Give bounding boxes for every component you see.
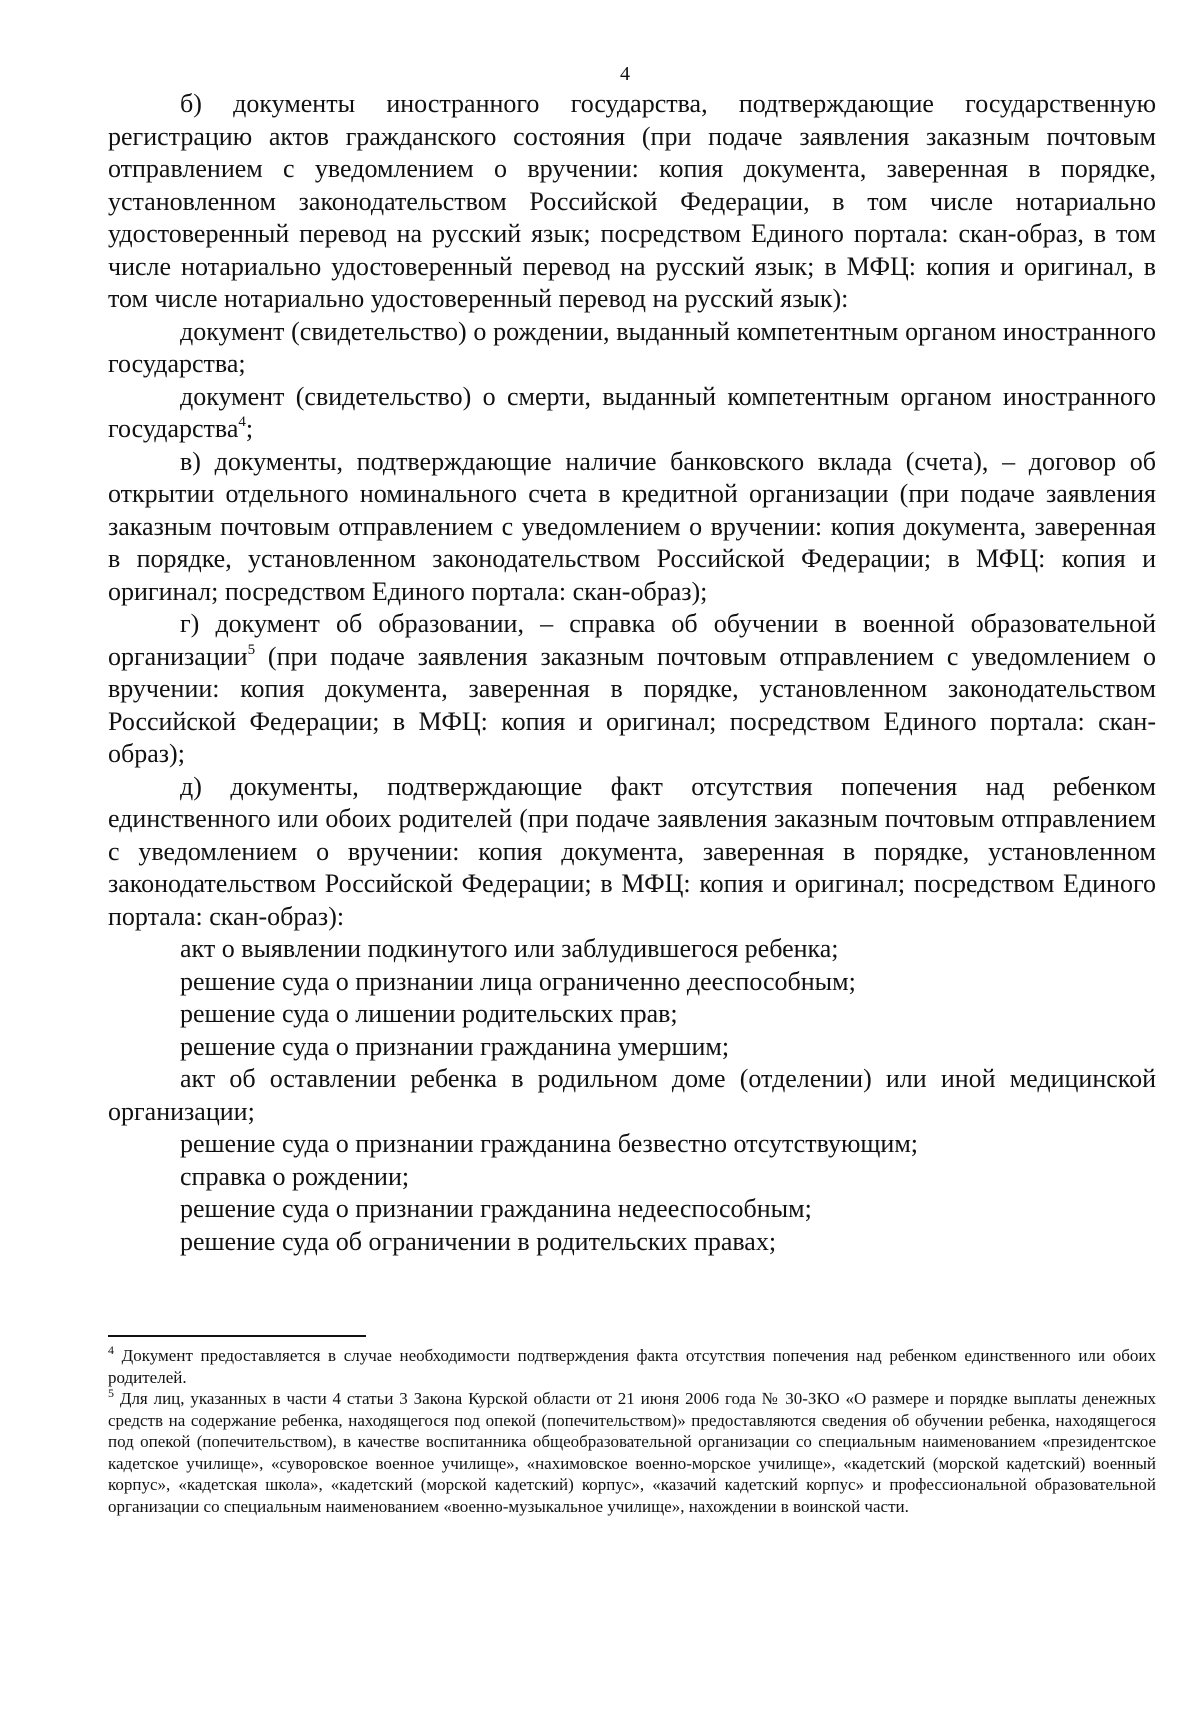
list-item: решение суда о признании лица ограниченно дееспособным; (180, 966, 856, 996)
paragraph-death-certificate (108, 381, 1156, 446)
footnote-4 (108, 1345, 1156, 1388)
footnote-5 (108, 1388, 1156, 1517)
paragraph-d: д) документы, подтверждающие факт отсутствия попечения над ребенком единственного или обоих родителей (при подаче заявления заказным почтовым отправлением с уведомлением о вручении: копия документа, заверенная в порядке, установленном законодательством Российской Федерации; в МФЦ: копия и оригинал; посредством Единого портала: скан-образ): (108, 771, 1156, 931)
paragraph-text-tail: ; (245, 414, 254, 443)
footnote-separator (108, 1335, 366, 1337)
paragraph-v: в) документы, подтверждающие наличие банковского вклада (счета), – договор об открытии отдельного номинального счета в кредитной организации (при подаче заявления заказным почтовым отправлением с уведомлением о вручении: копия документа, заверенная в порядке, установленном законодательством Российской Федерации; в МФЦ: копия и оригинал; посредством Единого портала: скан-образ); (108, 446, 1156, 606)
paragraph-text: документ (свидетельство) о смерти, выданный компетентным органом иностранного государства (108, 381, 1156, 443)
paragraph-birth-certificate: документ (свидетельство) о рождении, выданный компетентным органом иностранного государства; (108, 316, 1156, 378)
paragraph-g (108, 608, 1156, 771)
paragraph-text: г) документ об образовании, – справка об обучении в военной образовательной организации (108, 609, 1156, 671)
footnote-reference: 4 (238, 414, 246, 430)
footnote-mark: 4 (108, 1343, 114, 1357)
list-item: решение суда о лишении родительских прав; (180, 999, 678, 1028)
footnote-text: Документ предоставляется в случае необходимости подтверждения факта отсутствия попечения над ребенком единственного или обоих родителей. (108, 1346, 1156, 1387)
paragraph-text-tail: (при подаче заявления заказным почтовым отправлением с уведомлением о вручении: копия документа, заверенная в порядке, установленном законодательством Российской Федерации; в МФЦ: копия и оригинал; посредством Единого портала: скан-образ); (108, 641, 1156, 768)
list-item: справка о рождении; (180, 1161, 410, 1191)
paragraph-b: б) документы иностранного государства, подтверждающие государственную регистрацию актов гражданского состояния (при подаче заявления заказным почтовым отправлением с уведомлением о вручении: копия документа, заверенная в порядке, установленном законодательством Российской Федерации, в том числе нотариально удостоверенный перевод на русский язык; посредством Единого портала: скан-образ, в том числе нотариально удостоверенный перевод на русский язык; в МФЦ: копия и оригинал, в том числе нотариально удостоверенный перевод на русский язык): (108, 89, 1156, 313)
document-body (108, 88, 1156, 1258)
footnote-reference: 5 (247, 641, 256, 658)
footnote-mark: 5 (108, 1386, 114, 1400)
footnote-text: Для лиц, указанных в части 4 статьи 3 Закона Курской области от 21 июня 2006 года № 30-ЗКО «О размере и порядке выплаты денежных средств на содержание ребенка, находящегося под опекой (попечительством)» предоставляются сведения об обучении ребенка, находящегося под опекой (попечительством), в качестве воспитанника общеобразовательной организации со специальным наименованием «президентское кадетское училище», «суворовское военное училище», «нахимовское военно-морское училище», «кадетский (морской кадетский) военный корпус», «кадетская школа», «кадетский (морской кадетский) корпус», «казачий кадетский корпус» и профессиональной образовательной организации со специальным наименованием «военно-музыкальное училище», нахождении в воинской части. (108, 1389, 1156, 1516)
list-item: решение суда о признании гражданина безвестно отсутствующим; (180, 1129, 918, 1158)
list-item: акт об оставлении ребенка в родильном доме (отделении) или иной медицинской организации; (108, 1064, 1156, 1126)
list-item: решение суда о признании гражданина недееспособным; (180, 1194, 812, 1223)
list-item: решение суда об ограничении в родительских правах; (180, 1226, 777, 1256)
list-item: акт о выявлении подкинутого или заблудившегося ребенка; (180, 934, 839, 963)
footnotes (108, 1345, 1156, 1517)
page-number: 4 (620, 63, 630, 85)
list-item: решение суда о признании гражданина умершим; (180, 1031, 730, 1061)
